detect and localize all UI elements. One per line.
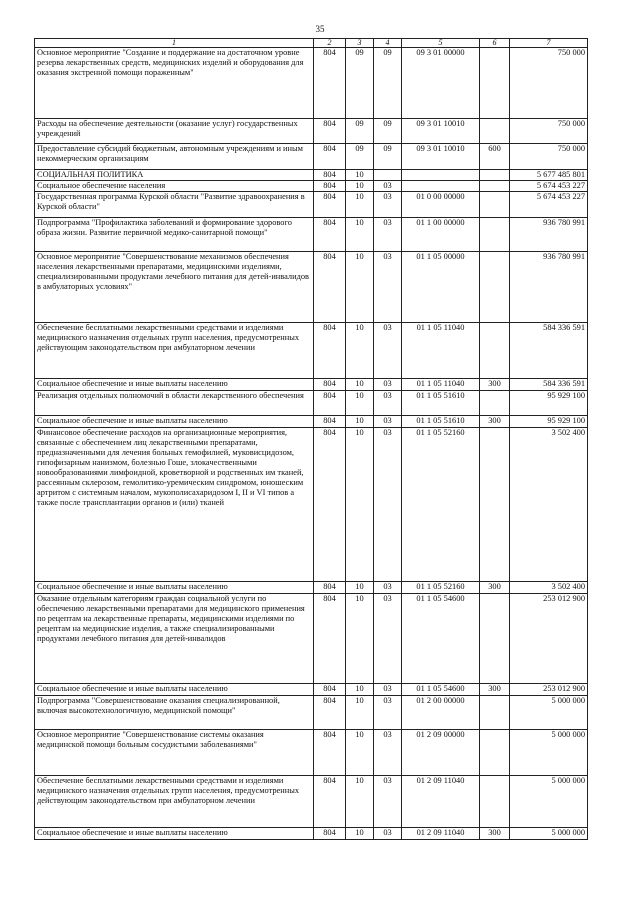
section-code: 10 (346, 730, 374, 776)
section-code: 10 (346, 684, 374, 696)
amount: 750 000 (510, 48, 588, 119)
subsection-code: 03 (374, 730, 402, 776)
subsection-code: 03 (374, 428, 402, 582)
item-name: Предоставление субсидий бюджетным, автономным учреждениям и иным некоммерческим организациям (35, 144, 314, 170)
section-code: 10 (346, 181, 374, 192)
item-name: Государственная программа Курской области "Развитие здравоохранения в Курской области" (35, 192, 314, 218)
amount: 5 000 000 (510, 696, 588, 730)
ministry-code: 804 (314, 828, 346, 840)
expense-type-code: 300 (480, 828, 510, 840)
section-code: 10 (346, 192, 374, 218)
target-article-code: 01 2 09 11040 (402, 828, 480, 840)
item-name: Обеспечение бесплатными лекарственными средствами и изделиями медицинского назначения отдельных групп населения, предусмотренных действующим законодательством при амбулаторном лечении (35, 776, 314, 828)
section-code: 10 (346, 323, 374, 379)
ministry-code: 804 (314, 323, 346, 379)
table-row (35, 119, 588, 144)
subsection-code: 03 (374, 696, 402, 730)
expense-type-code (480, 696, 510, 730)
expense-type-code (480, 428, 510, 582)
ministry-code: 804 (314, 776, 346, 828)
item-name: Подпрограмма "Профилактика заболеваний и формирование здорового образа жизни. Развитие первичной медико-санитарной помощи" (35, 218, 314, 252)
expense-type-code (480, 594, 510, 684)
table-row (35, 594, 588, 684)
ministry-code: 804 (314, 119, 346, 144)
section-code: 10 (346, 828, 374, 840)
target-article-code: 01 1 00 00000 (402, 218, 480, 252)
subsection-code: 03 (374, 416, 402, 428)
section-code: 10 (346, 416, 374, 428)
item-name: Социальное обеспечение и иные выплаты населению (35, 379, 314, 391)
item-name: Основное мероприятие "Совершенствование механизмов обеспечения населения лекарственными препаратами, медицинскими изделиями, специализированными продуктами лечебного питания для детей-инвалидов в амбулаторных условиях" (35, 252, 314, 323)
target-article-code: 01 2 09 00000 (402, 730, 480, 776)
column-header: 5 (402, 39, 480, 48)
amount: 95 929 100 (510, 416, 588, 428)
ministry-code: 804 (314, 181, 346, 192)
ministry-code: 804 (314, 391, 346, 416)
section-code: 10 (346, 379, 374, 391)
target-article-code: 01 2 09 11040 (402, 776, 480, 828)
subsection-code: 03 (374, 582, 402, 594)
expense-type-code (480, 119, 510, 144)
target-article-code (402, 181, 480, 192)
amount: 253 012 900 (510, 684, 588, 696)
subsection-code: 03 (374, 192, 402, 218)
expense-type-code (480, 48, 510, 119)
header-row (35, 39, 588, 48)
table-row (35, 730, 588, 776)
amount: 584 336 591 (510, 379, 588, 391)
item-name: Подпрограмма "Совершенствование оказания специализированной, включая высокотехнологичную, медицинской помощи" (35, 696, 314, 730)
amount: 3 502 400 (510, 582, 588, 594)
target-article-code: 01 0 00 00000 (402, 192, 480, 218)
subsection-code: 03 (374, 218, 402, 252)
subsection-code: 09 (374, 48, 402, 119)
column-header: 1 (35, 39, 314, 48)
target-article-code: 01 1 05 54600 (402, 684, 480, 696)
section-code: 10 (346, 252, 374, 323)
table-row (35, 252, 588, 323)
item-name: Реализация отдельных полномочий в области лекарственного обеспечения (35, 391, 314, 416)
target-article-code: 01 1 05 00000 (402, 252, 480, 323)
table-row (35, 192, 588, 218)
subsection-code: 03 (374, 181, 402, 192)
ministry-code: 804 (314, 144, 346, 170)
section-code: 10 (346, 776, 374, 828)
table-row (35, 218, 588, 252)
ministry-code: 804 (314, 252, 346, 323)
item-name: Социальное обеспечение и иные выплаты населению (35, 684, 314, 696)
section-code: 09 (346, 119, 374, 144)
expense-type-code: 300 (480, 582, 510, 594)
ministry-code: 804 (314, 48, 346, 119)
expense-type-code (480, 252, 510, 323)
subsection-code: 03 (374, 776, 402, 828)
expense-type-code: 300 (480, 379, 510, 391)
target-article-code: 01 1 05 52160 (402, 428, 480, 582)
table-row (35, 48, 588, 119)
section-code: 10 (346, 696, 374, 730)
amount: 5 674 453 227 (510, 181, 588, 192)
subsection-code (374, 170, 402, 181)
target-article-code: 01 1 05 11040 (402, 379, 480, 391)
subsection-code: 03 (374, 684, 402, 696)
expense-type-code (480, 192, 510, 218)
amount: 750 000 (510, 119, 588, 144)
item-name: Финансовое обеспечение расходов на организационные мероприятия, связанные с обеспечением лиц лекарственными препаратами, предназначенными для лечения больных гемофилией, муковисцидозом, гипофизарным нанизмом, болезнью Гоше, злокачественными новообразованиями лимфоидной, кроветворной и родственных им тканей, рассеянным склерозом, гемолитико-уремическим синдромом, юношеским артритом с системным началом, мукополисахаридозом I, II и VI типов а также после трансплантации органов и (или) тканей (35, 428, 314, 582)
amount: 3 502 400 (510, 428, 588, 582)
column-header: 7 (510, 39, 588, 48)
item-name: Обеспечение бесплатными лекарственными средствами и изделиями медицинского назначения отдельных групп населения, предусмотренных действующим законодательством при амбулаторном лечении (35, 323, 314, 379)
table-row (35, 696, 588, 730)
ministry-code: 804 (314, 416, 346, 428)
expense-type-code: 600 (480, 144, 510, 170)
target-article-code: 01 1 05 52160 (402, 582, 480, 594)
target-article-code: 01 1 05 51610 (402, 391, 480, 416)
amount: 5 000 000 (510, 730, 588, 776)
ministry-code: 804 (314, 730, 346, 776)
section-code: 10 (346, 428, 374, 582)
section-code: 10 (346, 582, 374, 594)
table-row (35, 323, 588, 379)
table-row (35, 684, 588, 696)
column-header: 3 (346, 39, 374, 48)
ministry-code: 804 (314, 428, 346, 582)
table-row (35, 416, 588, 428)
item-name: Расходы на обеспечение деятельности (оказание услуг) государственных учреждений (35, 119, 314, 144)
ministry-code: 804 (314, 582, 346, 594)
table-row (35, 144, 588, 170)
expense-type-code (480, 730, 510, 776)
table-row (35, 181, 588, 192)
ministry-code: 804 (314, 170, 346, 181)
section-code: 10 (346, 391, 374, 416)
expense-type-code (480, 181, 510, 192)
amount: 5 677 485 801 (510, 170, 588, 181)
expense-type-code (480, 218, 510, 252)
amount: 750 000 (510, 144, 588, 170)
column-header: 2 (314, 39, 346, 48)
amount: 253 012 900 (510, 594, 588, 684)
target-article-code: 01 2 00 00000 (402, 696, 480, 730)
target-article-code: 01 1 05 54600 (402, 594, 480, 684)
amount: 5 674 453 227 (510, 192, 588, 218)
page-number: 35 (315, 24, 325, 34)
subsection-code: 09 (374, 119, 402, 144)
item-name: Социальное обеспечение населения (35, 181, 314, 192)
section-code: 09 (346, 144, 374, 170)
expense-type-code (480, 391, 510, 416)
target-article-code (402, 170, 480, 181)
amount: 584 336 591 (510, 323, 588, 379)
column-header: 4 (374, 39, 402, 48)
table-row (35, 379, 588, 391)
table-row (35, 428, 588, 582)
ministry-code: 804 (314, 684, 346, 696)
table-row (35, 582, 588, 594)
section-code: 10 (346, 170, 374, 181)
section-code: 10 (346, 218, 374, 252)
column-header: 6 (480, 39, 510, 48)
expense-type-code (480, 323, 510, 379)
subsection-code: 03 (374, 252, 402, 323)
amount: 936 780 991 (510, 218, 588, 252)
item-name: Социальное обеспечение и иные выплаты населению (35, 582, 314, 594)
expense-type-code (480, 170, 510, 181)
subsection-code: 09 (374, 144, 402, 170)
target-article-code: 09 3 01 10010 (402, 144, 480, 170)
subsection-code: 03 (374, 379, 402, 391)
table-row (35, 391, 588, 416)
amount: 5 000 000 (510, 828, 588, 840)
item-name: Оказание отдельным категориям граждан социальной услуги по обеспечению лекарственными препаратами для медицинского применения по рецептам на лекарственные препараты, медицинскими изделиями по рецептам на медицинские изделия, а также специализированными продуктами лечебного питания для детей-инвалидов (35, 594, 314, 684)
section-code: 09 (346, 48, 374, 119)
expense-type-code (480, 776, 510, 828)
amount: 5 000 000 (510, 776, 588, 828)
item-name: Основное мероприятие "Создание и поддержание на достаточном уровне резерва лекарственных средств, медицинских изделий и оборудования для оказания экстренной помощи пораженным" (35, 48, 314, 119)
item-name: Социальное обеспечение и иные выплаты населению (35, 416, 314, 428)
ministry-code: 804 (314, 594, 346, 684)
ministry-code: 804 (314, 218, 346, 252)
target-article-code: 01 1 05 11040 (402, 323, 480, 379)
amount: 936 780 991 (510, 252, 588, 323)
item-name: Социальное обеспечение и иные выплаты населению (35, 828, 314, 840)
target-article-code: 01 1 05 51610 (402, 416, 480, 428)
expense-type-code: 300 (480, 416, 510, 428)
table-row (35, 776, 588, 828)
amount: 95 929 100 (510, 391, 588, 416)
table-row (35, 828, 588, 840)
ministry-code: 804 (314, 696, 346, 730)
target-article-code: 09 3 01 00000 (402, 48, 480, 119)
table-row (35, 170, 588, 181)
subsection-code: 03 (374, 323, 402, 379)
ministry-code: 804 (314, 379, 346, 391)
item-name: СОЦИАЛЬНАЯ ПОЛИТИКА (35, 170, 314, 181)
expense-type-code: 300 (480, 684, 510, 696)
subsection-code: 03 (374, 391, 402, 416)
section-code: 10 (346, 594, 374, 684)
ministry-code: 804 (314, 192, 346, 218)
item-name: Основное мероприятие "Совершенствование системы оказания медицинской помощи больным сосудистыми заболеваниями" (35, 730, 314, 776)
subsection-code: 03 (374, 594, 402, 684)
subsection-code: 03 (374, 828, 402, 840)
target-article-code: 09 3 01 10010 (402, 119, 480, 144)
budget-table (34, 38, 588, 840)
